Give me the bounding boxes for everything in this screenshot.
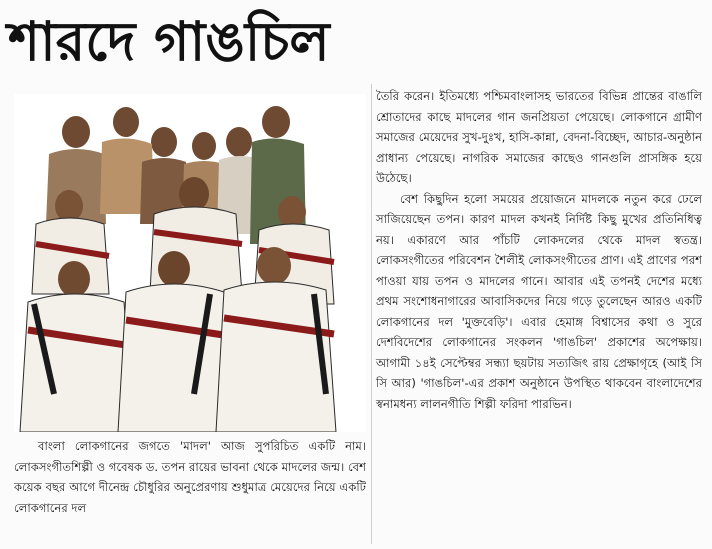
column-divider <box>371 84 372 544</box>
left-column-text: বাংলা লোকগানের জগতে 'মাদল' আজ সুপরিচিত একটি নাম। লোকসংগীতশিল্পী ও গবেষক ড. তপন রায়ের ভাবনা থেকে মাদলের জন্ম। বেশ কয়েক বছর আগে দীনেন্দ্র চৌধুরির অনুপ্রেরণায় শুধুমাত্র মেয়েদের নিয়ে একটি লোকগানের দল <box>14 439 366 515</box>
right-column-paragraph-2: বেশ কিছুদিন হলো সময়ের প্রয়োজনে মাদলকে নতুন করে ঢেলে সাজিয়েছেন তপন। কারণ মাদল কখনই নির্দিষ্ট কিছু মুখের প্রতিনিধিত্ব নয়। একারণে আর পাঁচটি লোকদলের থেকে মাদল স্বতন্ত্র। লোকসংগীতের পরিবেশন শৈলীই লোকসংগীতের প্রাণ। এই প্রাণের পরশ পাওয়া যায় তপন ও মাদলের গানে। আবার এই তপনই দেশের মধ্যে প্রথম সংশোধনাগারের আবাসিকদের নিয়ে গড়ে তুলেছেন আরও একটি লোকগানের দল 'মুক্তবেড়ি'। এবার হেমাঙ্গ বিশ্বাসের কথা ও সুরে দেশবিদেশের লোকগানের সংকলন 'গাঙচিল' প্রকাশের অপেক্ষায়। আগামী ১৪ই সেপ্টেম্বর সন্ধ্যা ছয়টায় সত্যজিৎ রায় প্রেক্ষাগৃহে (আই সি সি আর) 'গাঙচিল'-এর প্রকাশ অনুষ্ঠানে উপস্থিত থাকবেন বাংলাদেশের স্বনামধন্য লালনগীতি শিল্পী ফরিদা পারভিন। <box>376 191 702 411</box>
front-row-women <box>20 247 336 432</box>
right-column <box>376 86 702 414</box>
left-column <box>14 436 366 518</box>
headline: শারদে গাঙচিল <box>8 10 330 73</box>
right-column-paragraph-1: তৈরি করেন। ইতিমধ্যে পশ্চিমবাংলাসহ ভারতের বিভিন্ন প্রান্তের বাঙালি শ্রোতাদের কাছে মাদলের গান জনপ্রিয়তা পেয়েছে। লোকগানে গ্রামীণ সমাজের মেয়েদের সুখ-দুঃখ, হাসি-কান্না, বেদনা-বিচ্ছেদ, আচার-অনুষ্ঠান প্রাধান্য পেয়েছে। নাগরিক সমাজের কাছেও গানগুলি প্রাসঙ্গিক হয়ে উঠেছে। <box>376 89 702 185</box>
group-photo <box>14 94 366 432</box>
